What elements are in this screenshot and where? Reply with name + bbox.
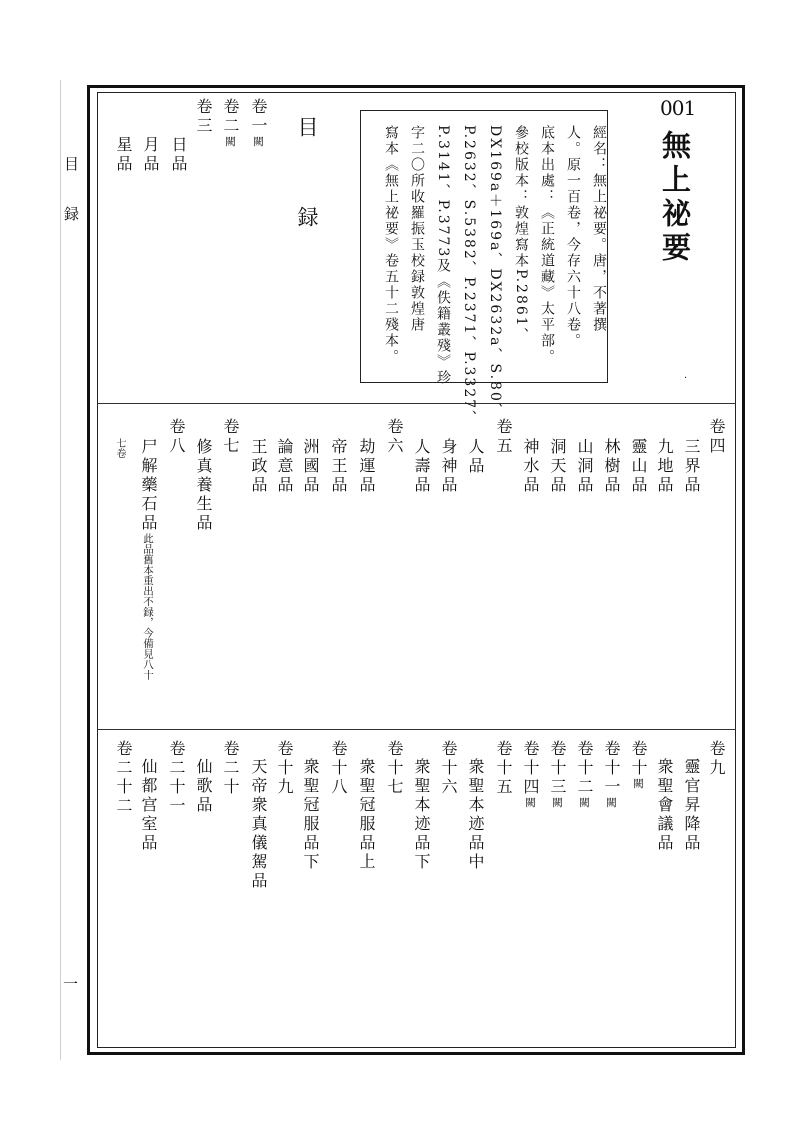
juan-label (222, 98, 238, 147)
chapter-title: 日品 (169, 136, 188, 174)
chapter-title: 九地品 (655, 438, 674, 495)
juan-label (168, 418, 184, 456)
juan-title: 卷十三 (548, 740, 567, 797)
left-margin-rule (60, 80, 61, 1060)
chapter-title: 仙歌品 (194, 758, 213, 815)
juan-title: 卷十七 (385, 740, 404, 797)
juan-label (708, 740, 724, 778)
annotation-note: 闕 (524, 797, 536, 808)
pin-label (656, 438, 672, 495)
pin-label (330, 438, 346, 495)
margin-header-2: 録 (62, 206, 80, 224)
pin-label (358, 758, 374, 872)
juan-title: 卷十四 (521, 740, 540, 797)
pin-label (576, 438, 592, 495)
juan-label (708, 418, 724, 456)
annotation-note-continued: 七卷 (114, 438, 125, 458)
pin-label (302, 438, 318, 495)
toc-heading: 目 録 (295, 116, 319, 251)
pin-label (302, 758, 318, 872)
pin-label (195, 438, 211, 533)
annotation-note: 此品舊本重出不録，今備見八十 (142, 533, 154, 680)
chapter-title: 尸解藥石品 (139, 438, 158, 533)
chapter-title: 三界品 (682, 438, 701, 495)
pin-label (549, 438, 565, 495)
pin-label (140, 438, 156, 680)
description-line: 經名：無上祕要。唐，不著撰 (591, 125, 607, 333)
juan-title: 卷十二 (575, 740, 594, 797)
juan-label (549, 740, 565, 808)
pin-label (467, 758, 483, 872)
entry-number: 001 (660, 96, 696, 120)
annotation-note: 闕 (578, 797, 590, 808)
pin-label (522, 438, 538, 495)
description-line: 字二〇所收羅振玉校録敦煌唐 (409, 125, 425, 333)
juan-title: 卷六 (385, 418, 404, 456)
pin-label (250, 758, 266, 891)
description-line: P.3141、P.3773及《佚籍叢殘》珍 (435, 125, 451, 387)
pin-label (276, 438, 292, 495)
annotation-note: 闕 (252, 136, 264, 147)
juan-title: 卷十六 (439, 740, 458, 797)
chapter-title: 洞天品 (548, 438, 567, 495)
description-line: 人。原一百卷，今存六十八卷。 (565, 125, 581, 349)
chapter-title: 靈官昇降品 (682, 758, 701, 853)
juan-title: 卷五 (494, 418, 513, 456)
juan-label (386, 740, 402, 797)
pin-label (656, 758, 672, 853)
pin-label (683, 758, 699, 853)
description-line: 參校版本：敦煌寫本P.2861、 (513, 125, 529, 344)
juan-label (195, 98, 211, 136)
page-folio: 一 (63, 975, 79, 993)
chapter-title: 帝王品 (329, 438, 348, 495)
juan-label (576, 740, 592, 808)
juan-title: 卷十一 (602, 740, 621, 797)
juan-label (630, 740, 646, 789)
juan-label (222, 418, 238, 456)
description-line: 底本出處：《正統道藏》太平部。 (539, 125, 555, 365)
pin-label (140, 758, 156, 853)
description-line: 寫本《無上祕要》卷五十二殘本。 (383, 125, 399, 365)
juan-label (495, 418, 511, 456)
dot-mark: · (684, 373, 688, 384)
juan-title: 卷三 (194, 98, 213, 136)
chapter-title: 山洞品 (575, 438, 594, 495)
juan-title: 卷四 (707, 418, 726, 456)
juan-title: 卷二 (221, 98, 240, 136)
pin-label (115, 136, 131, 174)
juan-label (276, 740, 292, 797)
chapter-title: 月品 (141, 136, 160, 174)
juan-label (440, 740, 456, 797)
pin-label (440, 438, 456, 495)
pin-label (250, 438, 266, 495)
chapter-title: 衆聖冠服品上 (357, 758, 376, 872)
chapter-title: 仙都宫室品 (139, 758, 158, 853)
pin-label (413, 438, 429, 495)
section-divider-1 (97, 403, 736, 404)
juan-label (250, 98, 266, 147)
chapter-title: 洲國品 (301, 438, 320, 495)
annotation-note: 闕 (605, 797, 617, 808)
annotation-note: 闕 (632, 778, 644, 789)
chapter-title: 人壽品 (412, 438, 431, 495)
annotation-note: 闕 (551, 797, 563, 808)
juan-label (222, 740, 238, 797)
juan-label (168, 740, 184, 816)
pin-label (195, 758, 211, 815)
chapter-title: 身神品 (439, 438, 458, 495)
pin-label (413, 758, 429, 872)
juan-title: 卷十五 (494, 740, 513, 797)
pin-label (358, 438, 374, 495)
pin-label (683, 438, 699, 495)
annotation-note: 闕 (224, 136, 236, 147)
juan-label (603, 740, 619, 808)
chapter-title: 衆聖冠服品下 (301, 758, 320, 872)
juan-label (386, 418, 402, 456)
chapter-title: 天帝衆真儀駕品 (249, 758, 268, 891)
juan-label (115, 740, 131, 816)
chapter-title: 林樹品 (602, 438, 621, 495)
juan-label (495, 740, 511, 797)
chapter-title: 星品 (114, 136, 133, 174)
chapter-title: 靈山品 (629, 438, 648, 495)
juan-title: 卷一 (249, 98, 268, 136)
chapter-title: 衆聖本迹品中 (466, 758, 485, 872)
description-line: P.2632、S.5382、P.2371、P.3327、 (461, 125, 477, 427)
pin-label (467, 438, 483, 476)
chapter-title: 人品 (466, 438, 485, 476)
chapter-title: 神水品 (521, 438, 540, 495)
juan-label (330, 740, 346, 797)
pin-label (603, 438, 619, 495)
juan-title: 卷二十 (221, 740, 240, 797)
pin-label (142, 136, 158, 174)
margin-header: 目 (62, 156, 80, 174)
entry-title: 無上祕要 (658, 130, 692, 266)
chapter-title: 劫運品 (357, 438, 376, 495)
chapter-title: 修真養生品 (194, 438, 213, 533)
juan-title: 卷十 (629, 740, 648, 778)
description-line: DX169a＋169a、DX2632a、S.80、 (487, 125, 503, 419)
chapter-title: 論意品 (275, 438, 294, 495)
juan-title: 卷十八 (329, 740, 348, 797)
chapter-title: 衆聖本迹品下 (412, 758, 431, 872)
juan-title: 卷七 (221, 418, 240, 456)
chapter-title: 衆聖會議品 (655, 758, 674, 853)
chapter-title: 王政品 (249, 438, 268, 495)
section-divider-2 (97, 729, 736, 730)
juan-title: 卷九 (707, 740, 726, 778)
juan-title: 卷二十一 (167, 740, 186, 816)
pin-label (170, 136, 186, 174)
pin-label (630, 438, 646, 495)
juan-title: 卷十九 (275, 740, 294, 797)
juan-title: 卷二十二 (114, 740, 133, 816)
juan-title: 卷八 (167, 418, 186, 456)
juan-label (522, 740, 538, 808)
